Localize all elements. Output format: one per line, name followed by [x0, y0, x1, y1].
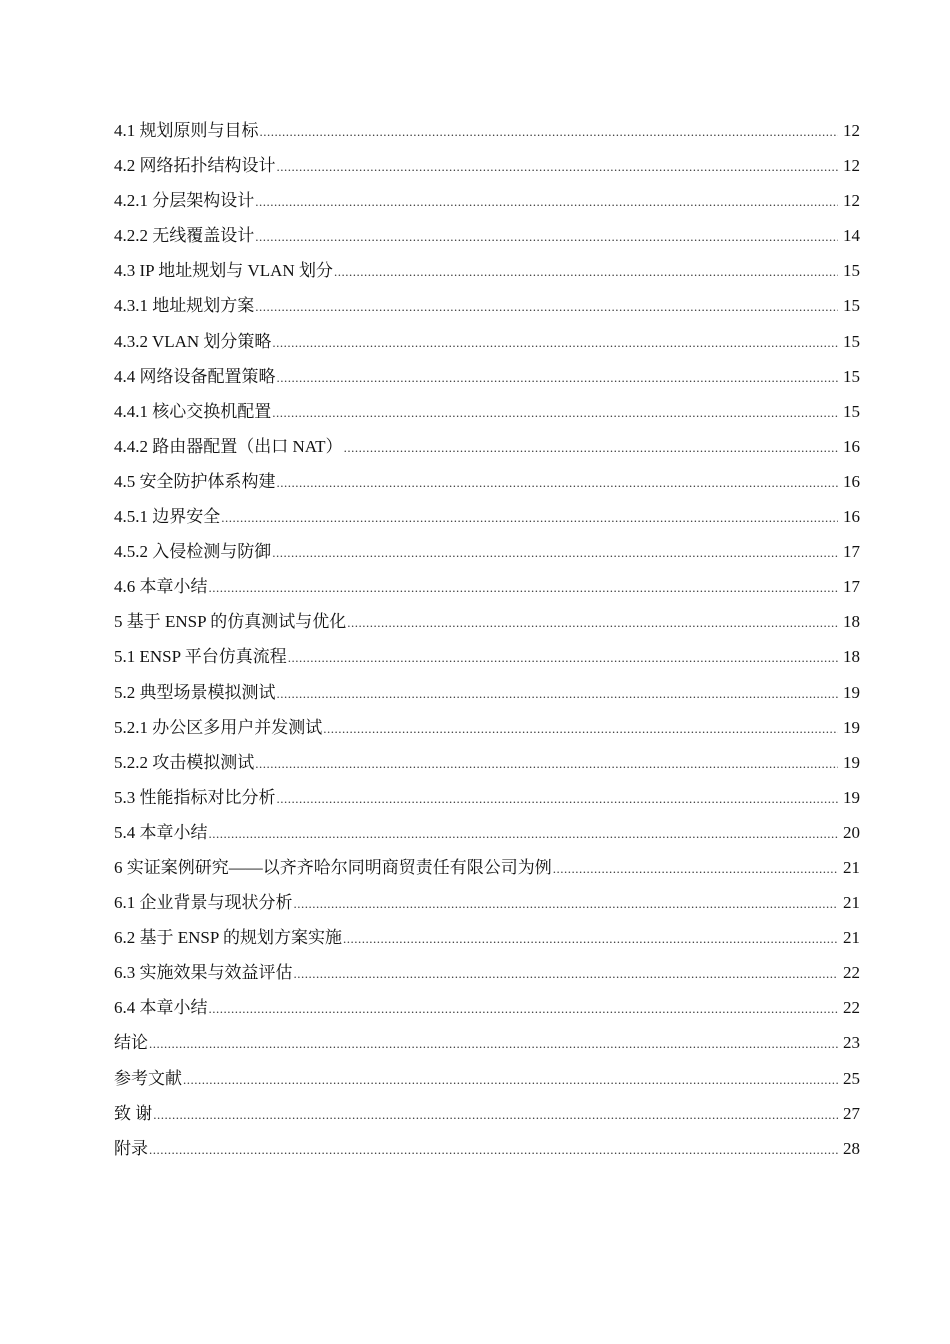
toc-entry-page: 21 — [843, 857, 860, 877]
toc-entry-title: 6 实证案例研究——以齐齐哈尔同明商贸责任有限公司为例 — [114, 857, 552, 877]
toc-entry-page: 18 — [843, 612, 860, 632]
toc-entry-title: 4.3.2 VLAN 划分策略 — [114, 331, 272, 351]
toc-dot-leader — [553, 851, 838, 886]
toc-entry-page: 12 — [843, 191, 860, 211]
toc-dot-leader — [149, 1026, 838, 1061]
toc-dot-leader — [255, 184, 838, 219]
toc-entry-title: 结论 — [114, 1033, 148, 1053]
toc-dot-leader — [255, 289, 838, 324]
toc-entry[interactable] — [114, 710, 860, 745]
toc-dot-leader — [272, 325, 838, 360]
toc-entry[interactable] — [114, 920, 860, 955]
toc-entry-title: 5.2.2 攻击模拟测试 — [114, 752, 255, 772]
toc-entry[interactable] — [114, 1131, 860, 1166]
toc-entry-page: 22 — [843, 998, 860, 1018]
toc-dot-leader — [260, 114, 839, 149]
toc-entry[interactable] — [114, 990, 860, 1025]
toc-entry-title: 4.5.1 边界安全 — [114, 507, 221, 527]
toc-entry[interactable] — [114, 359, 860, 394]
toc-entry-title: 6.4 本章小结 — [114, 998, 208, 1018]
toc-entry-title: 附录 — [114, 1138, 148, 1158]
toc-entry-title: 致 谢 — [114, 1103, 153, 1123]
toc-entry[interactable] — [114, 1096, 860, 1131]
toc-dot-leader — [183, 1062, 838, 1097]
toc-entry-title: 5 基于 ENSP 的仿真测试与优化 — [114, 612, 347, 632]
toc-entry-title: 参考文献 — [114, 1068, 182, 1088]
toc-dot-leader — [277, 781, 839, 816]
toc-entry-title: 4.2.1 分层架构设计 — [114, 191, 255, 211]
toc-entry[interactable] — [114, 569, 860, 604]
toc-entry[interactable] — [114, 534, 860, 569]
toc-entry[interactable] — [114, 1025, 860, 1060]
toc-entry-title: 5.2 典型场景模拟测试 — [114, 682, 276, 702]
toc-entry[interactable] — [114, 218, 860, 253]
toc-entry-title: 5.3 性能指标对比分析 — [114, 787, 276, 807]
toc-entry-title: 4.2.2 无线覆盖设计 — [114, 226, 255, 246]
toc-dot-leader — [149, 1132, 838, 1167]
toc-entry-page: 25 — [843, 1068, 860, 1088]
toc-dot-leader — [294, 956, 839, 991]
toc-entry-page: 27 — [843, 1103, 860, 1123]
toc-entry-page: 15 — [843, 296, 860, 316]
toc-entry-title: 6.3 实施效果与效益评估 — [114, 963, 293, 983]
toc-entry-title: 5.4 本章小结 — [114, 822, 208, 842]
toc-entry-page: 19 — [843, 682, 860, 702]
toc-entry[interactable] — [114, 815, 860, 850]
toc-entry-page: 18 — [843, 647, 860, 667]
toc-entry-title: 4.4.1 核心交换机配置 — [114, 401, 272, 421]
toc-dot-leader — [343, 921, 838, 956]
toc-dot-leader — [255, 746, 838, 781]
toc-entry-page: 19 — [843, 752, 860, 772]
toc-entry[interactable] — [114, 604, 860, 639]
toc-dot-leader — [347, 605, 838, 640]
toc-entry-title: 4.4.2 路由器配置（出口 NAT） — [114, 436, 343, 456]
toc-entry[interactable] — [114, 499, 860, 534]
toc-entry-page: 20 — [843, 822, 860, 842]
toc-dot-leader — [277, 465, 839, 500]
toc-entry[interactable] — [114, 148, 860, 183]
toc-entry-page: 21 — [843, 893, 860, 913]
toc-entry[interactable] — [114, 113, 860, 148]
toc-entry[interactable] — [114, 745, 860, 780]
toc-entry-title: 4.5 安全防护体系构建 — [114, 471, 276, 491]
toc-entry-page: 19 — [843, 787, 860, 807]
toc-entry[interactable] — [114, 324, 860, 359]
toc-entry-title: 4.3 IP 地址规划与 VLAN 划分 — [114, 261, 333, 281]
toc-entry[interactable] — [114, 253, 860, 288]
toc-dot-leader — [323, 711, 838, 746]
toc-entry[interactable] — [114, 955, 860, 990]
toc-entry-title: 4.1 规划原则与目标 — [114, 121, 259, 140]
toc-dot-leader — [277, 676, 839, 711]
toc-dot-leader — [334, 254, 838, 289]
toc-entry-page: 22 — [843, 963, 860, 983]
toc-entry-page: 17 — [843, 577, 860, 597]
toc-entry-page: 19 — [843, 717, 860, 737]
toc-entry[interactable] — [114, 183, 860, 218]
toc-entry-page: 16 — [843, 471, 860, 491]
toc-dot-leader — [209, 570, 839, 605]
toc-dot-leader — [255, 219, 838, 254]
toc-entry-title: 4.5.2 入侵检测与防御 — [114, 542, 272, 562]
toc-entry-page: 15 — [843, 261, 860, 281]
toc-entry-title: 4.6 本章小结 — [114, 577, 208, 597]
toc-entry[interactable] — [114, 429, 860, 464]
toc-entry-title: 4.3.1 地址规划方案 — [114, 296, 255, 316]
toc-entry[interactable] — [114, 1061, 860, 1096]
toc-entry[interactable] — [114, 780, 860, 815]
toc-entry[interactable] — [114, 464, 860, 499]
toc-dot-leader — [277, 149, 839, 184]
toc-dot-leader — [209, 991, 839, 1026]
toc-dot-leader — [209, 816, 839, 851]
toc-entry-page: 15 — [843, 401, 860, 421]
toc-dot-leader — [221, 500, 838, 535]
toc-entry[interactable] — [114, 394, 860, 429]
toc-entry-page: 16 — [843, 507, 860, 527]
toc-dot-leader — [153, 1097, 838, 1132]
toc-dot-leader — [344, 430, 838, 465]
toc-entry-page: 14 — [843, 226, 860, 246]
toc-entry-page: 15 — [843, 331, 860, 351]
toc-dot-leader — [272, 535, 838, 570]
toc-entry[interactable] — [114, 639, 860, 674]
toc-entry-page: 23 — [843, 1033, 860, 1053]
toc-entry-title: 6.2 基于 ENSP 的规划方案实施 — [114, 928, 342, 948]
toc-entry[interactable] — [114, 885, 860, 920]
toc-entry-page: 16 — [843, 436, 860, 456]
toc-entry[interactable] — [114, 850, 860, 885]
toc-entry-title: 4.2 网络拓扑结构设计 — [114, 156, 276, 176]
toc-entry[interactable] — [114, 288, 860, 323]
toc-entry-title: 4.4 网络设备配置策略 — [114, 366, 276, 386]
toc-dot-leader — [294, 886, 839, 921]
toc-entry-title: 5.2.1 办公区多用户并发测试 — [114, 717, 323, 737]
toc-entry[interactable] — [114, 675, 860, 710]
toc-entry-page: 28 — [843, 1138, 860, 1158]
toc-entry-page: 12 — [843, 156, 860, 176]
toc-dot-leader — [272, 395, 838, 430]
toc-entry-title: 5.1 ENSP 平台仿真流程 — [114, 647, 287, 667]
toc-dot-leader — [277, 360, 839, 395]
toc-entry-page: 15 — [843, 366, 860, 386]
table-of-contents — [114, 113, 860, 1166]
toc-entry-page: 21 — [843, 928, 860, 948]
toc-entry-page: 12 — [843, 121, 860, 140]
toc-dot-leader — [288, 640, 838, 675]
toc-entry-title: 6.1 企业背景与现状分析 — [114, 893, 293, 913]
toc-entry-page: 17 — [843, 542, 860, 562]
